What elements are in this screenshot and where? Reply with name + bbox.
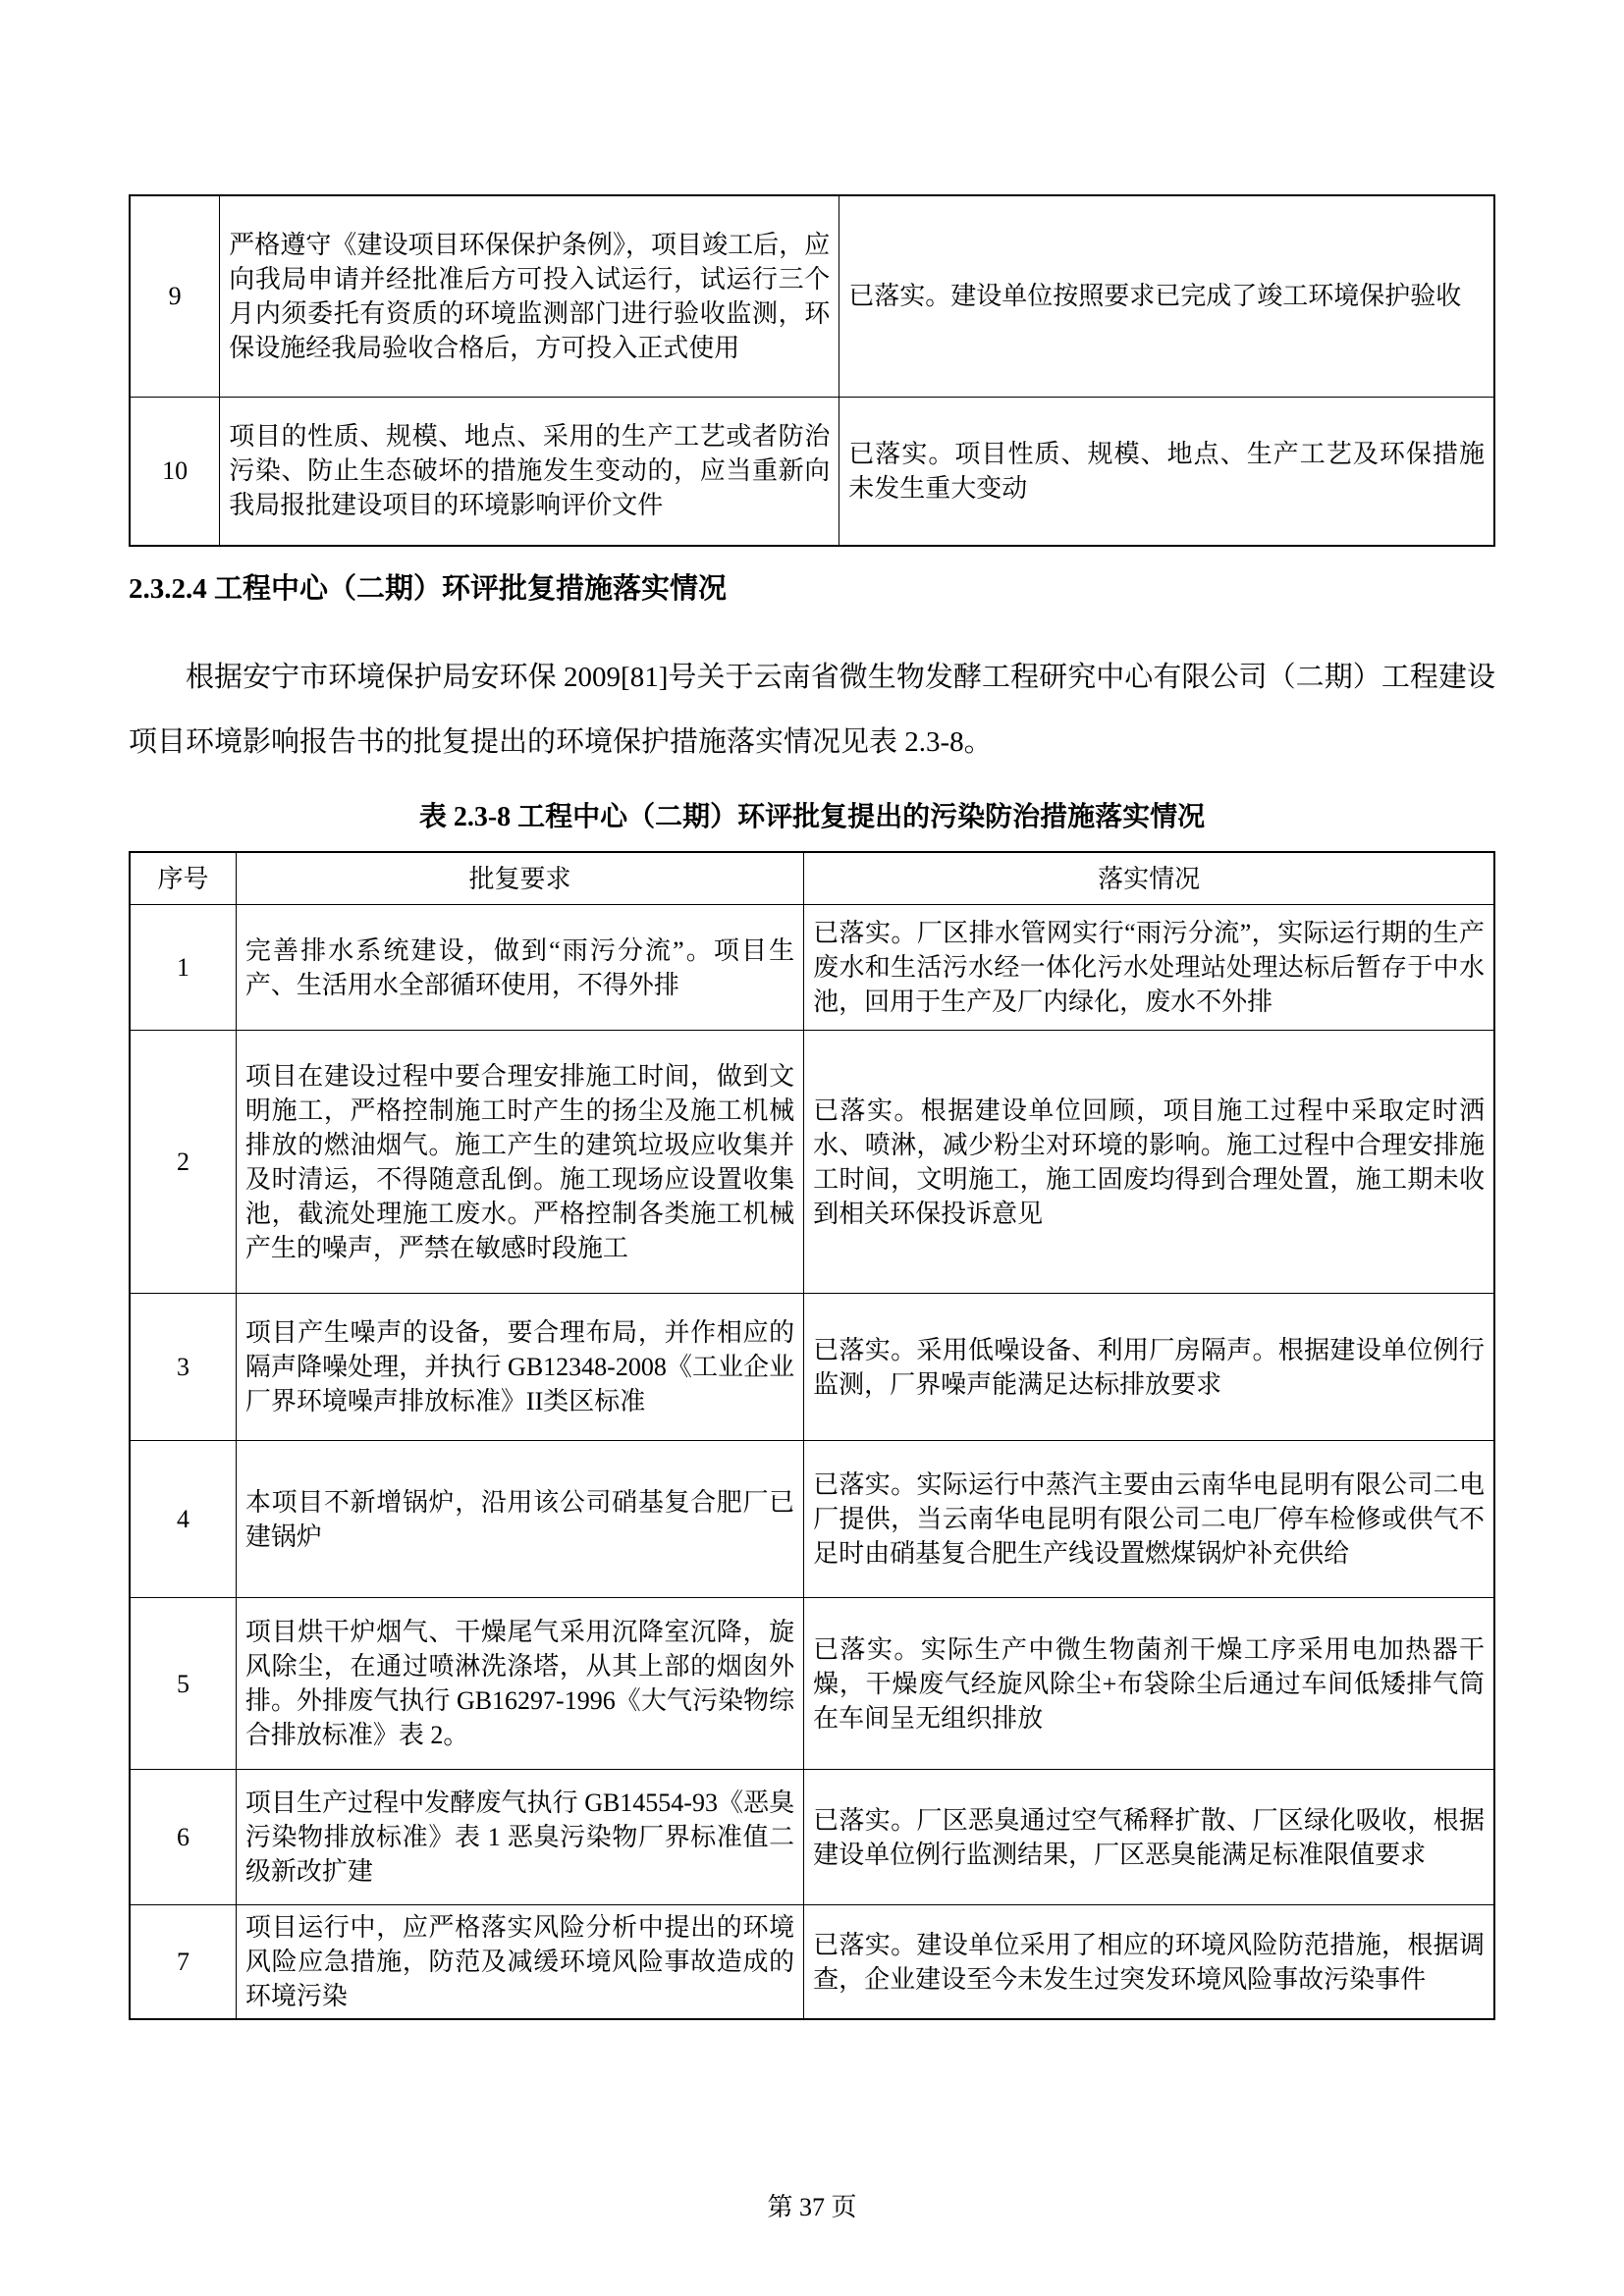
page-number: 第 37 页 [767, 2193, 857, 2221]
implementation-cell: 已落实。厂区排水管网实行“雨污分流”，实际运行期的生产废水和生活污水经一体化污水处理站处理达标后暂存于中水池，回用于生产及厂内绿化，废水不外排 [804, 905, 1494, 1031]
table-row [130, 1905, 1494, 2020]
body-paragraph: 根据安宁市环境保护局安环保 2009[81]号关于云南省微生物发酵工程研究中心有限公司（二期）工程建设项目环境影响报告书的批复提出的环境保护措施落实情况见表 2.3-8。 [129, 662, 1495, 758]
table-row [130, 1031, 1494, 1294]
implementation-cell: 已落实。建设单位采用了相应的环境风险防范措施，根据调查，企业建设至今未发生过突发环境风险事故污染事件 [804, 1905, 1494, 2020]
implementation-cell: 已落实。项目性质、规模、地点、生产工艺及环保措施未发生重大变动 [839, 397, 1494, 546]
measures-table [129, 851, 1495, 2020]
page-content [129, 0, 1495, 2020]
table-row [130, 1294, 1494, 1441]
implementation-cell: 已落实。厂区恶臭通过空气稀释扩散、厂区绿化吸收，根据建设单位例行监测结果，厂区恶臭能满足标准限值要求 [804, 1770, 1494, 1905]
row-number-cell: 2 [130, 1031, 236, 1294]
row-number-cell: 7 [130, 1905, 236, 2020]
section-heading: 2.3.2.4 工程中心（二期）环评批复措施落实情况 [129, 573, 728, 605]
row-number-cell: 9 [130, 195, 220, 397]
column-header-requirement: 批复要求 [236, 852, 803, 905]
row-number-cell: 5 [130, 1598, 236, 1770]
table-header-row [130, 852, 1494, 905]
row-number-cell: 4 [130, 1441, 236, 1598]
table-row [130, 905, 1494, 1031]
row-number-cell: 6 [130, 1770, 236, 1905]
table-row [130, 195, 1494, 397]
column-header-no: 序号 [130, 852, 236, 905]
approval-table-continued [129, 194, 1495, 547]
requirement-cell: 完善排水系统建设，做到“雨污分流”。项目生产、生活用水全部循环使用，不得外排 [236, 905, 803, 1031]
table-row [130, 1598, 1494, 1770]
row-number-cell: 1 [130, 905, 236, 1031]
requirement-cell: 项目的性质、规模、地点、采用的生产工艺或者防治污染、防止生态破坏的措施发生变动的，应当重新向我局报批建设项目的环境影响评价文件 [220, 397, 839, 546]
requirement-cell: 项目产生噪声的设备，要合理布局，并作相应的隔声降噪处理，并执行 GB12348-2008《工业企业厂界环境噪声排放标准》II类区标准 [236, 1294, 803, 1441]
implementation-cell: 已落实。根据建设单位回顾，项目施工过程中采取定时洒水、喷淋，减少粉尘对环境的影响。施工过程中合理安排施工时间，文明施工，施工固废均得到合理处置，施工期未收到相关环保投诉意见 [804, 1031, 1494, 1294]
requirement-cell: 项目运行中，应严格落实风险分析中提出的环境风险应急措施，防范及减缓环境风险事故造成的环境污染 [236, 1905, 803, 2020]
table-caption: 表 2.3-8 工程中心（二期）环评批复提出的污染防治措施落实情况 [418, 802, 1206, 832]
implementation-cell: 已落实。建设单位按照要求已完成了竣工环境保护验收 [839, 195, 1494, 397]
table-row [130, 397, 1494, 546]
table-row [130, 1770, 1494, 1905]
requirement-cell: 项目生产过程中发酵废气执行 GB14554-93《恶臭污染物排放标准》表 1 恶臭污染物厂界标准值二级新改扩建 [236, 1770, 803, 1905]
row-number-cell: 3 [130, 1294, 236, 1441]
table-row [130, 1441, 1494, 1598]
column-header-implementation: 落实情况 [804, 852, 1494, 905]
requirement-cell: 严格遵守《建设项目环保保护条例》，项目竣工后，应向我局申请并经批准后方可投入试运行，试运行三个月内须委托有资质的环境监测部门进行验收监测，环保设施经我局验收合格后，方可投入正式使用 [220, 195, 839, 397]
requirement-cell: 项目烘干炉烟气、干燥尾气采用沉降室沉降，旋风除尘，在通过喷淋洗涤塔，从其上部的烟囱外排。外排废气执行 GB16297-1996《大气污染物综合排放标准》表 2。 [236, 1598, 803, 1770]
implementation-cell: 已落实。采用低噪设备、利用厂房隔声。根据建设单位例行监测，厂界噪声能满足达标排放要求 [804, 1294, 1494, 1441]
implementation-cell: 已落实。实际运行中蒸汽主要由云南华电昆明有限公司二电厂提供，当云南华电昆明有限公司二电厂停车检修或供气不足时由硝基复合肥生产线设置燃煤锅炉补充供给 [804, 1441, 1494, 1598]
implementation-cell: 已落实。实际生产中微生物菌剂干燥工序采用电加热器干燥，干燥废气经旋风除尘+布袋除尘后通过车间低矮排气筒在车间呈无组织排放 [804, 1598, 1494, 1770]
requirement-cell: 项目在建设过程中要合理安排施工时间，做到文明施工，严格控制施工时产生的扬尘及施工机械排放的燃油烟气。施工产生的建筑垃圾应收集并及时清运，不得随意乱倒。施工现场应设置收集池，截流处理施工废水。严格控制各类施工机械产生的噪声，严禁在敏感时段施工 [236, 1031, 803, 1294]
requirement-cell: 本项目不新增锅炉，沿用该公司硝基复合肥厂已建锅炉 [236, 1441, 803, 1598]
row-number-cell: 10 [130, 397, 220, 546]
